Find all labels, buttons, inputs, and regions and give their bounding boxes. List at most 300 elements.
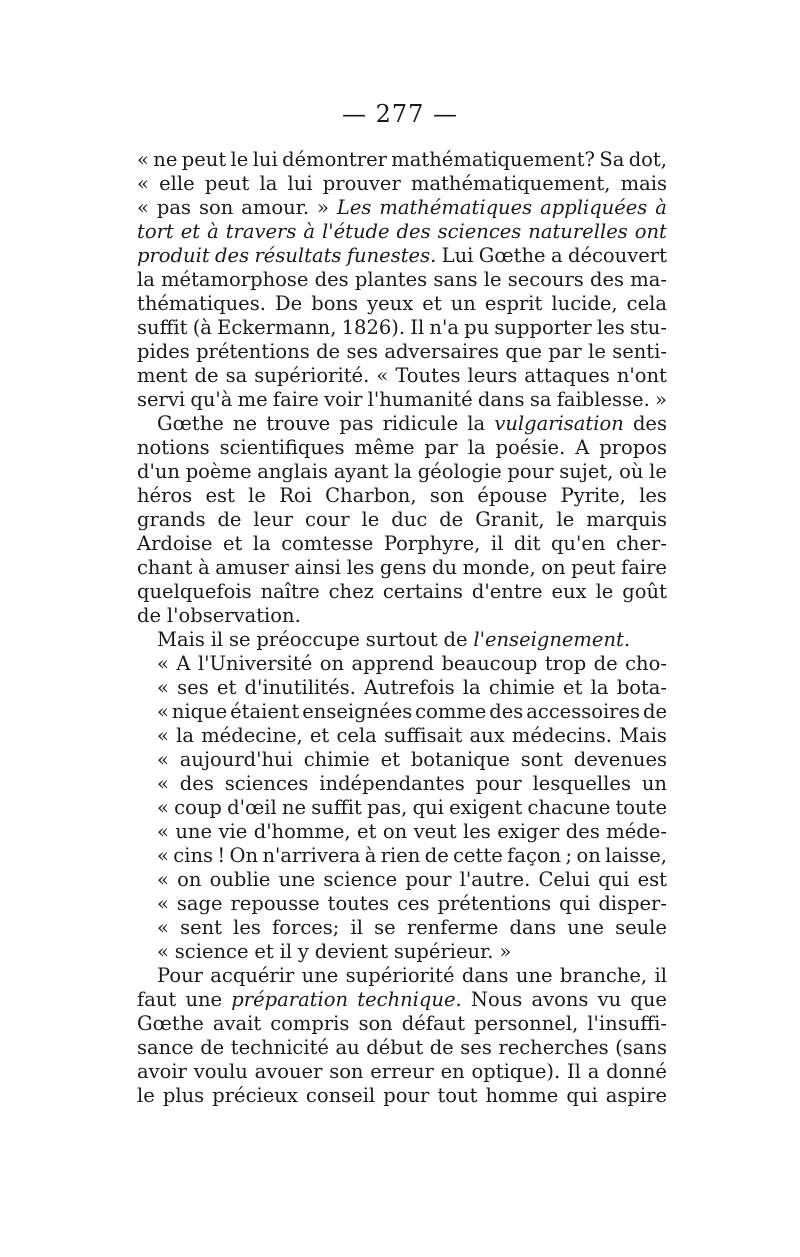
word: n'arrivera (262, 844, 361, 867)
word: dans (461, 964, 509, 987)
word: une (185, 988, 223, 1011)
word: exiger (497, 820, 560, 843)
word: produit (137, 244, 210, 267)
word: servi (137, 388, 186, 411)
word: les (346, 556, 375, 579)
text-line (137, 340, 667, 364)
word: des (565, 820, 600, 843)
word: quelquefois (137, 580, 252, 603)
word: avouer (254, 1060, 323, 1083)
word: « (157, 700, 169, 723)
word: nique (171, 700, 228, 723)
word: personnel, (474, 1012, 579, 1035)
word: géologie (417, 460, 502, 483)
word: les (463, 820, 491, 843)
word: avons (531, 988, 589, 1011)
word: sans (433, 268, 478, 291)
word: amuser (215, 556, 289, 579)
word: Autrefois (364, 676, 455, 699)
word: travers (225, 220, 297, 243)
word: il (654, 964, 667, 987)
word: d'un (137, 460, 180, 483)
word: le (248, 484, 266, 507)
word: épouse (477, 484, 548, 507)
word: il (210, 628, 224, 651)
word: le (556, 508, 575, 531)
text-line (137, 988, 667, 1012)
word: la (394, 460, 412, 483)
word: de (194, 364, 219, 387)
word: la (462, 676, 481, 699)
body-text (137, 148, 667, 1108)
word: toutes (327, 892, 390, 915)
word: aujourd'hui (179, 748, 293, 771)
word: et (216, 676, 237, 699)
word: anglais (257, 460, 328, 483)
word: ; (565, 844, 573, 867)
word: goût (622, 580, 667, 603)
word: de (439, 508, 464, 531)
word: thématiques. (137, 292, 266, 315)
word: au (335, 1036, 360, 1059)
word: l'enseignement. (473, 628, 631, 651)
text-line (137, 484, 667, 508)
word: le (230, 148, 249, 171)
word: 1826). (341, 316, 406, 339)
word: mathématiques (379, 196, 533, 219)
word: sance (137, 1036, 194, 1059)
word: on (541, 556, 566, 579)
word: devenues (573, 748, 667, 771)
word: mathématiquement, (410, 172, 611, 195)
word: veut (413, 820, 457, 843)
word: il (350, 916, 363, 939)
word: la (467, 412, 486, 435)
word: prouver (322, 172, 401, 195)
word: comme (415, 700, 487, 723)
word: d'entre (471, 580, 543, 603)
word: lesquelles (532, 772, 631, 795)
word: appliquées (540, 196, 648, 219)
word: ses (177, 676, 209, 699)
word: « (157, 676, 169, 699)
word: peut (204, 172, 250, 195)
word: vulgarisation (494, 412, 624, 435)
word: on (319, 652, 345, 675)
word: sont (520, 748, 563, 771)
word: de (217, 508, 242, 531)
word: grands (137, 508, 206, 531)
word: repousse (230, 892, 320, 915)
word: botanique (410, 748, 510, 771)
word: duc (391, 508, 428, 531)
word: science (323, 868, 398, 891)
word: « (157, 892, 169, 915)
word: « (157, 820, 169, 843)
word: son (429, 484, 465, 507)
word: suffisait (383, 724, 463, 747)
word: défaut (401, 1012, 466, 1035)
text-line (137, 940, 667, 964)
word: trop (544, 652, 587, 675)
word: sa (225, 364, 248, 387)
word: de (200, 1036, 225, 1059)
word: senti- (612, 340, 667, 363)
word: Ardoise (137, 532, 213, 555)
text-line (137, 652, 667, 676)
word: de (642, 700, 667, 723)
word: Porphyre, (383, 532, 481, 555)
word: les (596, 316, 625, 339)
word: faire (272, 388, 319, 411)
word: attaques (524, 364, 610, 387)
word: comtesse (281, 532, 374, 555)
word: forces; (272, 916, 340, 939)
word: enseignées (302, 700, 413, 723)
word: leurs (467, 364, 518, 387)
word: pour (383, 1084, 430, 1107)
text-line (137, 892, 667, 916)
word: homme (485, 1084, 559, 1107)
word: suffit (137, 316, 188, 339)
text-line (137, 148, 667, 172)
word: supérieur. (393, 940, 494, 963)
word: exigent (449, 796, 523, 819)
text-line (137, 172, 667, 196)
word: et (357, 820, 377, 843)
word: yeux (367, 292, 414, 315)
word: « (137, 196, 149, 219)
word: conseil (305, 1084, 376, 1107)
text-line (137, 508, 667, 532)
word: par (548, 340, 582, 363)
word: notions (137, 436, 210, 459)
text-line (137, 748, 667, 772)
word: a (550, 244, 563, 267)
word: de (593, 652, 618, 675)
word: « (137, 148, 149, 171)
word: ces (397, 892, 430, 915)
word: un (641, 772, 667, 795)
word: une (278, 868, 316, 891)
word: rien (380, 844, 421, 867)
word: son (198, 196, 234, 219)
word: « (157, 868, 169, 891)
word: (sans (615, 1036, 667, 1059)
word: des (396, 220, 431, 243)
word: me (237, 388, 268, 411)
word: elle (159, 172, 195, 195)
word: l'Université (197, 652, 313, 675)
word: Pour (157, 964, 203, 987)
text-line (137, 772, 667, 796)
word: l'autre. (459, 868, 531, 891)
text-line (137, 196, 667, 220)
word: dit (513, 532, 541, 555)
word: l'insuffi- (587, 1012, 667, 1035)
word: le (483, 268, 502, 291)
word: plus (162, 1084, 205, 1107)
text-line (137, 844, 667, 868)
word: naturelles (528, 220, 628, 243)
word: pas (156, 196, 192, 219)
word: suffit (311, 796, 362, 819)
word: seule (615, 916, 667, 939)
word: que (630, 988, 667, 1011)
word: gens (379, 556, 427, 579)
text-line (137, 460, 667, 484)
word: médecine, (201, 724, 303, 747)
word: des (589, 268, 625, 291)
word: mathématiquement? (391, 148, 595, 171)
text-line (137, 604, 667, 628)
text-line (137, 268, 667, 292)
word: et (309, 724, 330, 747)
word: une (175, 820, 213, 843)
word: y (297, 940, 309, 963)
word: Nous (470, 988, 523, 1011)
word: surtout (365, 628, 438, 651)
word: toute (615, 796, 667, 819)
word: du (432, 556, 458, 579)
word: faiblesse. (556, 388, 650, 411)
word: vie (218, 820, 248, 843)
word: à (303, 220, 316, 243)
word: ne (153, 148, 178, 171)
word: eux (551, 580, 587, 603)
word: peut (181, 148, 227, 171)
word: « (157, 748, 169, 771)
word: chimie (303, 748, 370, 771)
word: dans (477, 388, 525, 411)
word: Les (336, 196, 372, 219)
word: (à (192, 316, 212, 339)
word: sent (180, 916, 223, 939)
word: ne (232, 412, 258, 435)
word: démontrer (282, 148, 387, 171)
word: plantes (354, 268, 428, 291)
word: d'inutilités. (244, 676, 356, 699)
word: des (632, 412, 667, 435)
word: cette (453, 844, 503, 867)
word: pour (405, 868, 452, 891)
word: Gœthe (478, 244, 546, 267)
word: A (176, 652, 191, 675)
word: Toutes (395, 364, 461, 387)
word: où (619, 460, 644, 483)
word: cour (305, 508, 350, 531)
word: naître (260, 580, 320, 603)
word: faut (137, 988, 177, 1011)
word: renferme (406, 916, 499, 939)
word: en (440, 1060, 465, 1083)
word: son (329, 1060, 364, 1083)
word: aspire (605, 1084, 667, 1107)
word: prétentions (437, 892, 552, 915)
word: branche, (559, 964, 648, 987)
word: façon (507, 844, 562, 867)
word: résultats (254, 244, 342, 267)
word: dot, (628, 148, 667, 171)
word: se (374, 916, 396, 939)
word: à (198, 556, 210, 579)
word: scientifiques (219, 436, 345, 459)
word: faire (621, 556, 667, 579)
word: bons (311, 292, 359, 315)
word: des (489, 700, 524, 723)
word: avoir (137, 1060, 187, 1083)
word: à (364, 844, 377, 867)
word: certains (382, 580, 463, 603)
word: Granit, (475, 508, 545, 531)
word: une (301, 964, 339, 987)
word: ne (281, 796, 307, 819)
word: ont (634, 220, 667, 243)
word: pas, (367, 796, 408, 819)
word: des (314, 268, 349, 291)
word: oublie (209, 868, 271, 891)
word: que (505, 340, 542, 363)
word: propos (599, 436, 667, 459)
word: stu- (629, 316, 667, 339)
word: avait (212, 1012, 262, 1035)
word: Eckermann, (217, 316, 337, 339)
word: supériorité (345, 964, 455, 987)
word: « (157, 724, 169, 747)
text-line (137, 868, 667, 892)
word: pu (464, 316, 490, 339)
word: prétentions (196, 340, 310, 363)
word: de (424, 844, 449, 867)
word: qu'en (550, 532, 606, 555)
word: accessoires (526, 700, 641, 723)
word: indépendantes (319, 772, 465, 795)
word: métamorphose (161, 268, 309, 291)
word: même (354, 436, 415, 459)
word: devient (314, 940, 389, 963)
word: « (157, 652, 169, 675)
word: et (222, 532, 243, 555)
text-line (137, 364, 667, 388)
word: à (655, 196, 667, 219)
word: qui (566, 1084, 598, 1107)
word: pides (137, 340, 190, 363)
word: acquérir (210, 964, 295, 987)
word: cela (336, 724, 377, 747)
word: on (576, 844, 601, 867)
word: de (429, 1036, 454, 1059)
word: ! (217, 844, 226, 867)
word: vu (597, 988, 622, 1011)
word: lui (287, 172, 313, 195)
word: les (233, 916, 261, 939)
word: préparation (231, 988, 349, 1011)
text-line (137, 916, 667, 940)
word: funestes. (346, 244, 437, 267)
word: voir (324, 388, 363, 411)
word: recherches (498, 1036, 609, 1059)
word: on (382, 820, 408, 843)
word: de (316, 340, 341, 363)
word: et (422, 292, 442, 315)
text-line (137, 1060, 667, 1084)
text-line (137, 292, 667, 316)
text-line (137, 556, 667, 580)
word: un (450, 292, 476, 315)
word: découvert (567, 244, 667, 267)
word: coup (174, 796, 222, 819)
word: laisse, (605, 844, 667, 867)
word: à (207, 220, 219, 243)
word: Mais (619, 724, 667, 747)
word: adversaires (384, 340, 500, 363)
word: Il (566, 1060, 581, 1083)
word: son (358, 1012, 393, 1035)
word: supériorité. (254, 364, 370, 387)
word: le (137, 1084, 155, 1107)
word: science (174, 940, 249, 963)
text-line (137, 244, 667, 268)
word: des (215, 244, 250, 267)
word: de (443, 628, 468, 651)
text-line (137, 964, 667, 988)
word: chez (328, 580, 374, 603)
word: est (205, 484, 235, 507)
word: De (274, 292, 303, 315)
word: qui (412, 796, 444, 819)
word: le (361, 508, 380, 531)
word: et (254, 940, 274, 963)
word: apprend (351, 652, 434, 675)
word: qui (559, 892, 591, 915)
word: monde, (462, 556, 536, 579)
word: trouve (266, 412, 331, 435)
text-line (137, 628, 667, 652)
word: pour (475, 772, 522, 795)
word: cela (626, 292, 667, 315)
word: « (157, 796, 169, 819)
text-line (137, 1084, 667, 1108)
word: le (595, 580, 614, 603)
text-line (137, 1036, 667, 1060)
text-line (137, 700, 667, 724)
word: tout (437, 1084, 478, 1107)
word: secours (507, 268, 584, 291)
word: préoccupe (256, 628, 360, 651)
word: technique. (357, 988, 462, 1011)
word: et (180, 220, 201, 243)
word: n'a (429, 316, 459, 339)
text-line (137, 436, 667, 460)
word: ses (460, 1036, 492, 1059)
word: « (157, 940, 169, 963)
word: lui (252, 148, 278, 171)
word: étaient (230, 700, 300, 723)
word: sa (529, 388, 552, 411)
word: dans (509, 916, 557, 939)
word: n'ont (616, 364, 667, 387)
text-line (137, 388, 667, 412)
word: sciences (224, 772, 309, 795)
word: « (157, 844, 169, 867)
word: Roi (279, 484, 312, 507)
word: l'observation. (166, 604, 301, 627)
word: « (157, 916, 169, 939)
word: Charbon, (325, 484, 417, 507)
word: la (467, 436, 486, 459)
word: ses (346, 340, 378, 363)
text-line (137, 412, 667, 436)
